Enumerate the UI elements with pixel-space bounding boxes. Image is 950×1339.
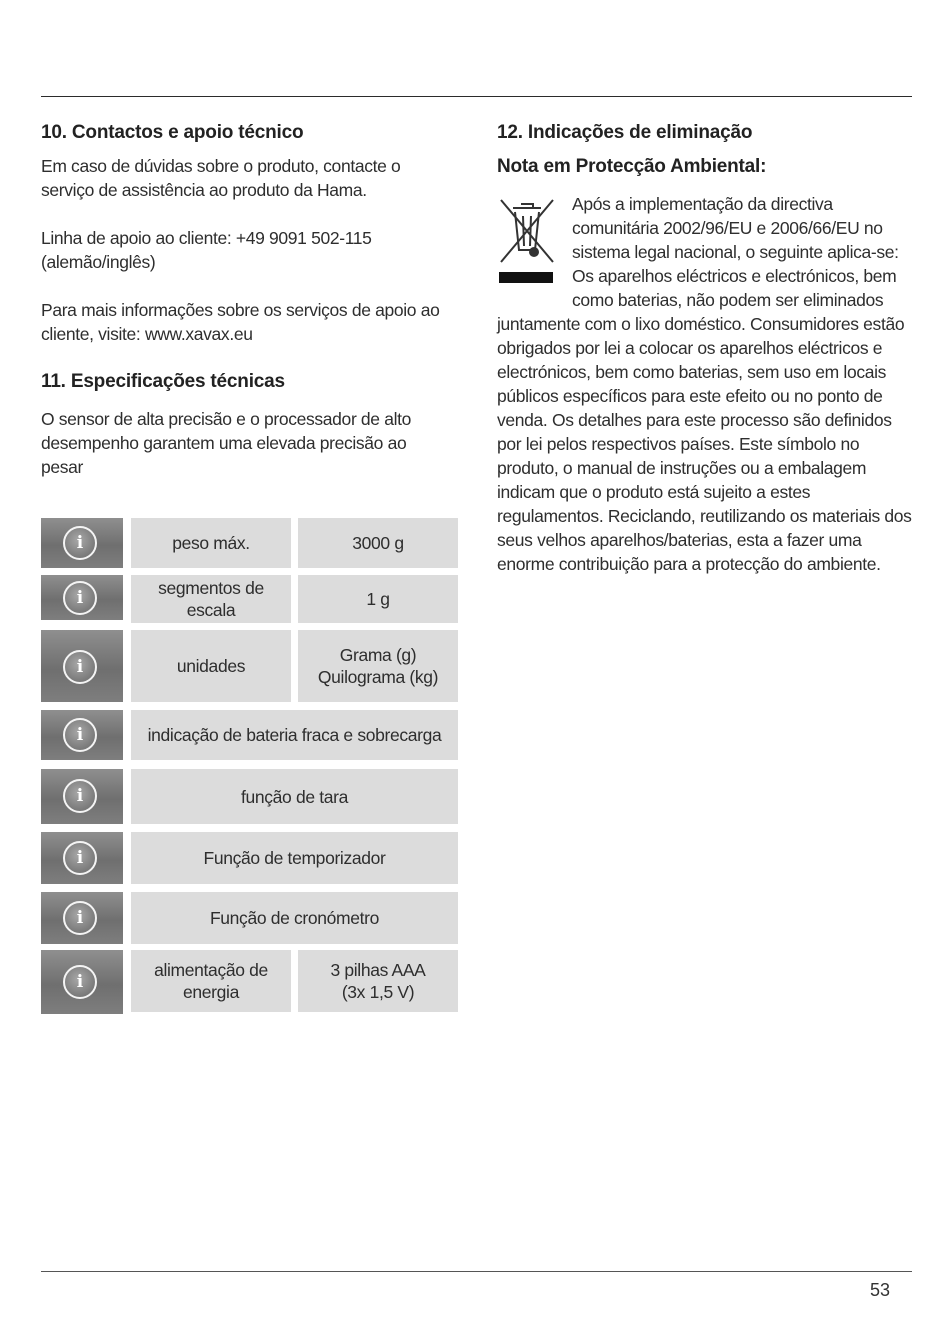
spec-icon-cell (41, 630, 123, 702)
spec-label: peso máx. (131, 518, 291, 568)
spec-label: Função de cronómetro (131, 892, 458, 944)
section-10-paragraph-2: Linha de apoio ao cliente: +49 9091 502-115 (alemão/inglês) (41, 228, 372, 272)
spec-label: segmentos de escala (131, 575, 291, 623)
spec-icon-cell (41, 518, 123, 568)
spec-value: 3 pilhas AAA (3x 1,5 V) (298, 950, 458, 1012)
right-column (497, 118, 915, 576)
section-12-text: Após a implementação da directiva comunitária 2002/96/EU e 2006/66/EU no sistema legal nacional, o seguinte aplica-se: Os aparelhos eléctricos e electrónicos, bem como baterias, não podem ser eliminados juntamente com o lixo doméstico. Consumidores estão obrigados por lei a colocar os aparelhos eléctricos e electrónicos, bem como baterias, sem uso em locais públicos específicos para este efeito ou no ponto de venda. Os detalhes para este processo são definidos por lei pelos respectivos países. Este símbolo no produto, o manual de instruções ou a embalagem indicam que o produto está sujeito a estes regulamentos. Reciclando, reutilizando os materiais dos seus velhos aparelhos/baterias, esta a fazer uma enorme contribuição para a protecção do ambiente. (497, 194, 912, 574)
spec-row-stopwatch (41, 892, 461, 946)
info-icon: i (63, 650, 97, 684)
weee-bin-icon (497, 192, 557, 288)
top-rule (41, 96, 912, 97)
info-icon: i (63, 526, 97, 560)
spec-label: Função de temporizador (131, 832, 458, 884)
spec-value: 3000 g (298, 518, 458, 568)
section-10-title: 10. Contactos e apoio técnico (41, 122, 304, 143)
section-10-paragraph-1: Em caso de dúvidas sobre o produto, contacte o serviço de assistência ao produto da Hama. (41, 156, 401, 200)
bottom-rule (41, 1271, 912, 1272)
section-11-title: 11. Especificações técnicas (41, 371, 285, 392)
spec-row-max-weight (41, 518, 461, 568)
info-icon: i (63, 965, 97, 999)
section-12-body (497, 192, 915, 576)
info-icon: i (63, 581, 97, 615)
spec-row-units (41, 630, 461, 705)
spec-row-battery-indicator (41, 710, 461, 762)
section-10-paragraph-3: Para mais informações sobre os serviços de apoio ao cliente, visite: www.xavax.eu (41, 300, 440, 344)
spec-row-power-supply (41, 950, 461, 1015)
spec-icon-cell (41, 950, 123, 1014)
info-icon: i (63, 841, 97, 875)
spec-icon-cell (41, 892, 123, 944)
spec-label: indicação de bateria fraca e sobrecarga (131, 710, 458, 760)
spec-icon-cell (41, 575, 123, 620)
page-number: 53 (870, 1280, 891, 1300)
spec-label: função de tara (131, 769, 458, 824)
info-icon: i (63, 901, 97, 935)
info-icon: i (63, 718, 97, 752)
spec-row-timer (41, 832, 461, 885)
spec-row-tare (41, 769, 461, 825)
spec-icon-cell (41, 769, 123, 824)
spec-icon-cell (41, 710, 123, 760)
info-icon: i (63, 779, 97, 813)
spec-row-scale-segments (41, 575, 461, 625)
left-column (41, 118, 451, 479)
section-11-paragraph: O sensor de alta precisão e o processador de alto desempenho garantem uma elevada precisão ao pesar (41, 409, 412, 477)
spec-label: alimentação de energia (131, 950, 291, 1012)
spec-value: 1 g (298, 575, 458, 623)
spec-label: unidades (131, 630, 291, 702)
section-12-title: 12. Indicações de eliminação (497, 122, 753, 143)
section-12-subtitle: Nota em Protecção Ambiental: (497, 156, 767, 177)
spec-value: Grama (g) Quilograma (kg) (298, 630, 458, 702)
spec-icon-cell (41, 832, 123, 884)
